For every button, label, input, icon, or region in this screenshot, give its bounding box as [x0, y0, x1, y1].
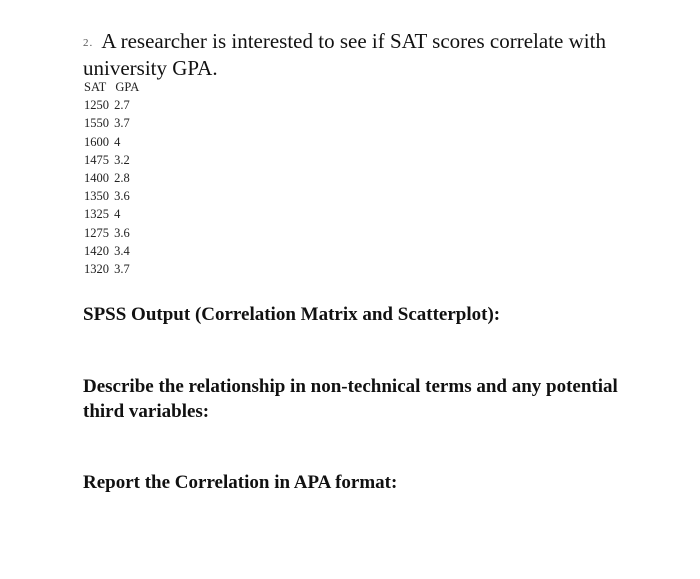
table-row — [84, 242, 139, 260]
cell-gpa: 4 — [114, 134, 121, 149]
cell-sat: 1420 — [84, 243, 109, 258]
question-text: A researcher is interested to see if SAT scores correlate with university GPA. — [83, 29, 606, 80]
cell-gpa: 3.6 — [114, 189, 130, 204]
question-number: 2. — [83, 37, 94, 49]
cell-gpa: 3.7 — [114, 116, 130, 131]
cell-sat: 1400 — [84, 171, 109, 186]
cell-gpa: 3.2 — [114, 152, 130, 167]
sat-gpa-data-table — [84, 78, 139, 278]
table-row — [84, 114, 139, 132]
header-sat: SAT — [84, 80, 107, 94]
cell-gpa: 2.8 — [114, 171, 130, 186]
cell-sat: 1250 — [84, 98, 109, 113]
table-row — [84, 133, 139, 151]
cell-sat: 1275 — [84, 225, 109, 240]
cell-gpa: 3.6 — [114, 225, 130, 240]
table-header-row — [84, 78, 139, 96]
table-row — [84, 260, 139, 278]
table-row — [84, 96, 139, 114]
table-row — [84, 151, 139, 169]
cell-gpa: 3.4 — [114, 243, 130, 258]
report-correlation-heading: Report the Correlation in APA format: — [83, 472, 398, 493]
header-gpa: GPA — [115, 80, 140, 94]
cell-sat: 1350 — [84, 189, 109, 204]
cell-sat: 1320 — [84, 262, 109, 277]
question-prompt — [83, 29, 643, 81]
table-row — [84, 205, 139, 223]
cell-sat: 1475 — [84, 152, 109, 167]
cell-sat: 1325 — [84, 207, 109, 222]
cell-gpa: 4 — [114, 207, 121, 222]
spss-output-heading: SPSS Output (Correlation Matrix and Scatterplot): — [83, 304, 501, 325]
cell-sat: 1550 — [84, 116, 109, 131]
cell-sat: 1600 — [84, 134, 109, 149]
table-row — [84, 169, 139, 187]
describe-relationship-heading: Describe the relationship in non-technical terms and any potential third variables: — [83, 376, 618, 422]
cell-gpa: 3.7 — [114, 262, 130, 277]
cell-gpa: 2.7 — [114, 98, 130, 113]
table-row — [84, 187, 139, 205]
table-row — [84, 224, 139, 242]
